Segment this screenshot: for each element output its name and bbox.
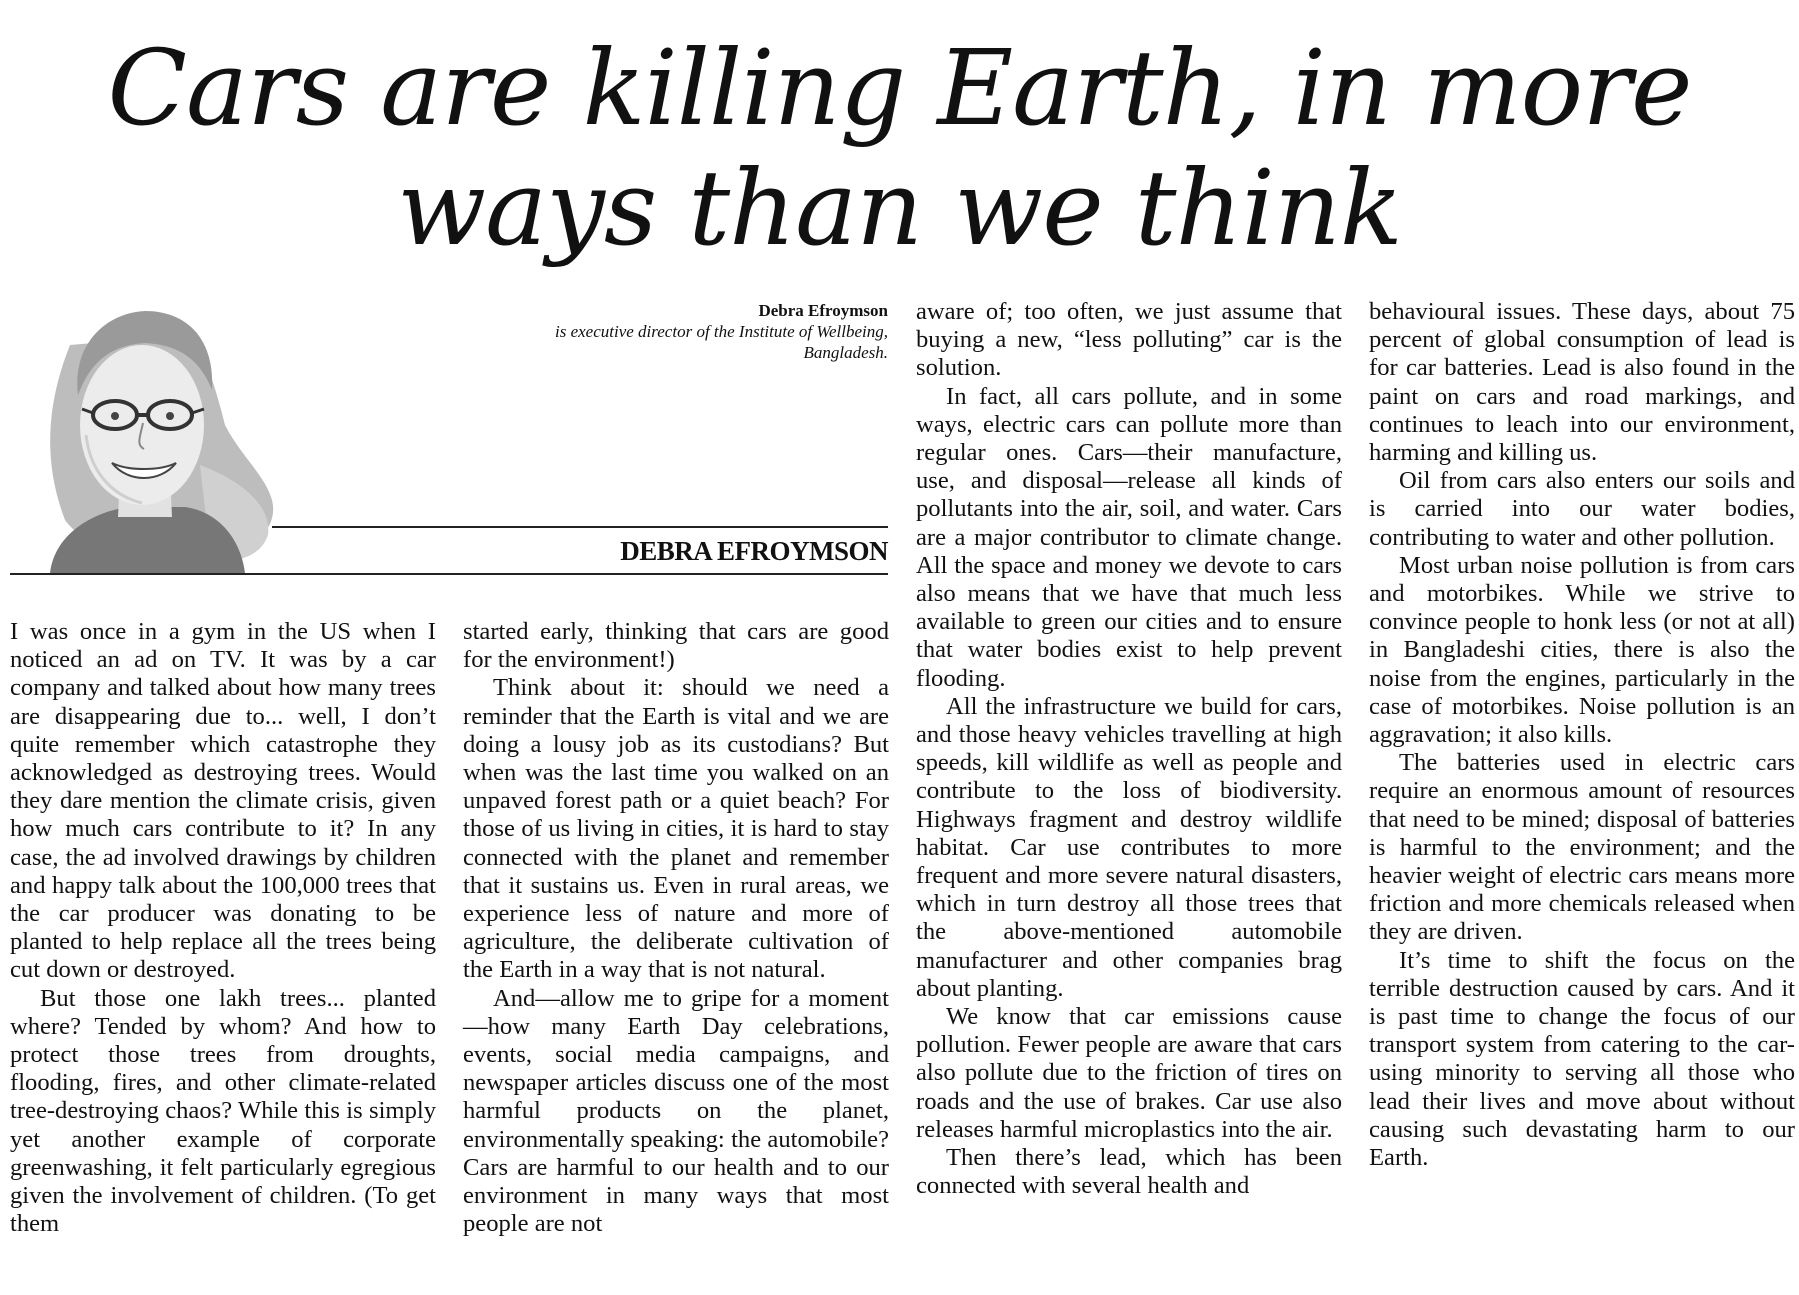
paragraph: Think about it: should we need a reminder that the Earth is vital and we are doing a lousy job as its custodians? But when was the last time you walked on an unpaved forest path or a quiet beach? For those of us living in cities, it is hard to stay connected with the planet and remember that it sustains us. Even in rural areas, we experience less of nature and more of agriculture, the deliberate cultivation of the Earth in a way that is not natural. xyxy=(463,674,889,984)
paragraph: Oil from cars also enters our soils and is carried into our water bodies, contributing to water and other pollution. xyxy=(1369,467,1795,551)
paragraph: It’s time to shift the focus on the terrible destruction caused by cars. And it is past time to change the focus of our transport system from catering to the car-using minority to serving all those who lead their lives and move about without causing such devastating harm to our Earth. xyxy=(1369,946,1795,1172)
article-column-1 xyxy=(10,618,436,1238)
headline-line-1: Cars are killing Earth, in more xyxy=(107,27,1692,149)
paragraph: In fact, all cars pollute, and in some ways, electric cars can pollute more than regular ones. Cars—their manufacture, use, and disposal—release all kinds of pollutants into the air, soil, and water. Cars are a major contributor to climate change. All the space and money we devote to cars also means that we have that much less available to green our cities and to ensure that water bodies exist to help prevent flooding. xyxy=(916,382,1342,692)
paragraph: behavioural issues. These days, about 75 percent of global consumption of lead is for car batteries. Lead is also found in the paint on cars and road markings, and continues to leach into our environment, harming and killing us. xyxy=(1369,298,1795,467)
article-column-2 xyxy=(463,618,889,1238)
paragraph: All the infrastructure we build for cars, and those heavy vehicles travelling at high speeds, kill wildlife as well as people and contribute to the loss of biodiversity. Highways fragment and destroy wildlife habitat. Car use contributes to more frequent and more severe natural disasters, which in turn destroy all those trees that the above-mentioned automobile manufacturer and other companies brag about planting. xyxy=(916,692,1342,1002)
paragraph: I was once in a gym in the US when I noticed an ad on TV. It was by a car company and talked about how many trees are disappearing due to... well, I don’t quite remember which catastrophe they acknowledged as destroying trees. Would they dare mention the climate crisis, given how much cars contribute to it? In any case, the ad involved drawings by children and happy talk about the 100,000 trees that the car producer was donating to be planted to help replace all the trees being cut down or destroyed. xyxy=(10,618,436,984)
paragraph: Most urban noise pollution is from cars and motorbikes. While we strive to convince people to honk less (or not at all) in Bangladeshi cities, there is also the noise from the engines, particularly in the case of motorbikes. Noise pollution is an aggravation; it also kills. xyxy=(1369,551,1795,749)
paragraph: We know that car emissions cause pollution. Fewer people are aware that cars also pollute due to the friction of tires on roads and the use of brakes. Car use also releases harmful microplastics into the air. xyxy=(916,1003,1342,1143)
divider-top xyxy=(272,526,888,528)
divider-bottom xyxy=(10,573,888,575)
paragraph: But those one lakh trees... planted where? Tended by whom? And how to protect those trees from droughts, flooding, fires, and other climate-related tree-destroying chaos? While this is simply yet another example of corporate greenwashing, it felt particularly egregious given the involvement of children. (To get them xyxy=(10,984,436,1238)
author-name: Debra Efroymson xyxy=(758,301,888,320)
author-bio: is executive director of the Institute of Wellbeing, Bangladesh. xyxy=(555,322,888,362)
paragraph: The batteries used in electric cars require an enormous amount of resources that need to be mined; disposal of batteries is harmful to the environment; and the heavier weight of electric cars means more friction and more chemicals released when they are driven. xyxy=(1369,749,1795,946)
paragraph: aware of; too often, we just assume that buying a new, “less polluting” car is the solution. xyxy=(916,298,1342,382)
byline xyxy=(540,300,888,363)
headline-line-2: ways than we think xyxy=(397,147,1402,269)
author-caps-label: DEBRA EFROYMSON xyxy=(620,536,888,566)
author-portrait-icon xyxy=(10,285,280,573)
paragraph: started early, thinking that cars are good for the environment!) xyxy=(463,618,889,674)
article-column-3 xyxy=(916,298,1342,1201)
article-column-4 xyxy=(1369,298,1795,1172)
headline xyxy=(0,28,1799,268)
paragraph: Then there’s lead, which has been connected with several health and xyxy=(916,1144,1342,1200)
paragraph: And—allow me to gripe for a moment—how many Earth Day celebrations, events, social media campaigns, and newspaper articles discuss one of the most harmful products on the planet, environmentally speaking: the automobile? Cars are harmful to our health and to our environment in many ways that most people are not xyxy=(463,984,889,1238)
